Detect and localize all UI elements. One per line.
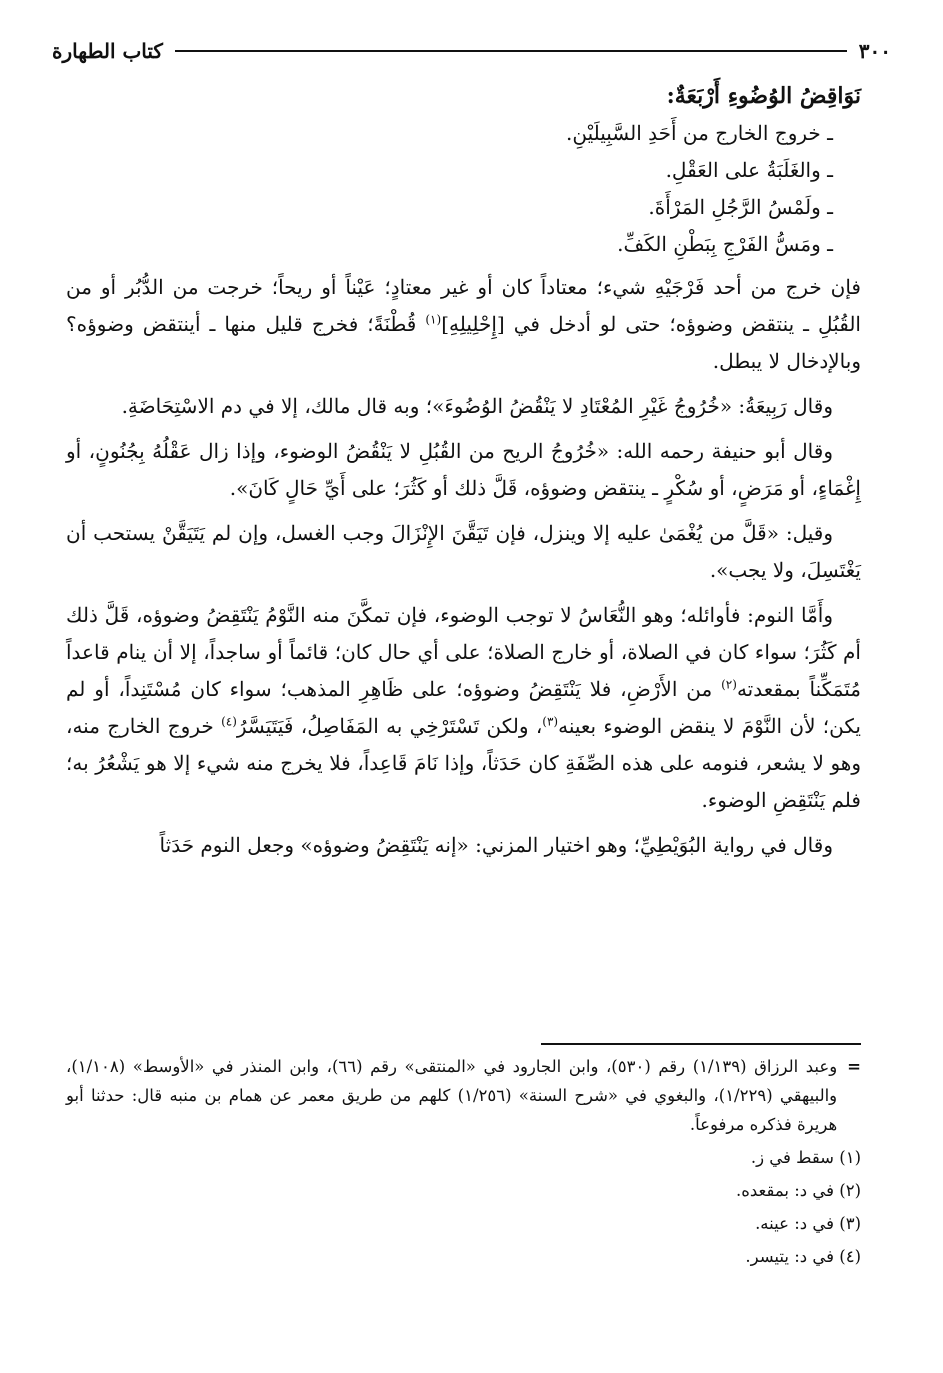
continuation-mark: =: [847, 1057, 861, 1076]
footnote-divider: [541, 1043, 861, 1045]
footnote-continuation-text: وعبد الرزاق (١/١٣٩) رقم (٥٣٠)، وابن الجارود في «المنتقى» رقم (٦٦)، وابن المنذر في «الأوسط» (١/١٠٨)، والبيهقي (١/٢٢٩)، والبغوي في «شرح السنة» (١/٢٥٦) كلهم من طريق معمر عن همام بن منبه قال: حدثنا أبو هريرة فذكره مرفوعاً.: [66, 1057, 838, 1134]
paragraph: [66, 269, 861, 380]
text-segment: وأَمَّا النوم: فأوائله؛ وهو النُّعَاسُ لا توجب الوضوء، فإن تمكَّنَ منه النَّوْمُ يَنْتَقِضُ وضوؤه، قَلَّ ذلك أم كَثُرَ؛ سواء كان في الصلاة، أو خارج الصلاة؛ على أي حال كان؛ قائماً أو ساجداً، إلا أن ينام قاعداً مُتَمَكِّناً بمقعدته: [66, 603, 861, 701]
paragraph: [66, 827, 861, 864]
header-rule: [175, 50, 847, 52]
footnote-item: (٣) في د: عينه.: [755, 1214, 861, 1233]
paragraph: [66, 597, 861, 819]
footnote-ref: (٤): [221, 714, 237, 729]
footnote-item: (٤) في د: يتيسر.: [745, 1247, 861, 1266]
page-number: ٣٠٠: [858, 39, 891, 63]
footnote-item: (٢) في د: بمقعده.: [735, 1181, 861, 1200]
footnote-item: (١) سقط في ز.: [750, 1148, 861, 1167]
footnote-continuation: [66, 1052, 861, 1139]
text-segment: فإن خرج من أحد فَرْجَيْهِ شيء؛ معتاداً كان أو غير معتادٍ؛ عَيْناً أو ريحاً؛ خرجت من الدُّبُر أو من القُبُلِ ـ ينتقض وضوؤه؛ حتى لو أدخل في [إِحْلِيلِهِ]: [66, 275, 861, 336]
text-segment: خروج الخارج منه، وهو لا يشعر، فنومه على هذه الصِّفَةِ كان حَدَثاً، وإذا نَامَ قَاعِداً، فلا يخرج منه شيء إلا هو يَشْعُرُ به؛ فلم يَنْتَقِضِ الوضوء.: [66, 714, 861, 812]
text-segment: وقال أبو حنيفة رحمه الله: «خُرُوجُ الريح من القُبُلِ لا يَنْقُضُ الوضوء، وإذا زال عَقْلُهُ بِجُنُونٍ، أو إِغْمَاءٍ، أو مَرَضٍ، أو سُكْرٍ ـ ينتقض وضوؤه، قَلَّ ذلك أو كَثُرَ؛ على أَيِّ حَالٍ كَانَ».: [66, 439, 861, 500]
page-header: [52, 34, 891, 68]
nullifiers-list: [66, 115, 833, 263]
text-segment: وقال رَبِيعَةُ: «خُرُوجُ غَيْرِ المُعْتَادِ لا يَنْقُضُ الوُضُوءَ»؛ وبه قال مالك، إلا في دم الاسْتِحَاضَةِ.: [121, 394, 833, 418]
list-item: ـ خروج الخارج من أَحَدِ السَّبِيلَيْنِ.: [566, 121, 833, 145]
paragraph: [66, 515, 861, 589]
main-text: [66, 78, 861, 872]
text-segment: وقال في رواية البُوَيْطِيِّ؛ وهو اختيار المزني: «إنه يَنْتَقِضُ وضوؤه» وجعل النوم حَدَثاً: [159, 833, 833, 857]
paragraph: [66, 433, 861, 507]
footnotes: [66, 1052, 861, 1275]
text-segment: من الأَرْضِ، فلا يَنْتَقِضُ وضوؤه؛ على ظَاهِرِ المذهب؛ سواء كان مُسْتَنِداً، أو لم يكن؛ لأن النَّوْمَ لا ينقض الوضوء بعينه: [66, 677, 862, 738]
list-item: ـ ولَمْسُ الرَّجُلِ المَرْأَةَ.: [648, 195, 833, 219]
footnote-ref: (١): [425, 312, 442, 327]
footnote-ref: (٣): [542, 714, 559, 729]
book-title: كتاب الطهارة: [52, 39, 163, 63]
footnote-ref: (٢): [721, 677, 737, 692]
list-item: ـ والغَلَبَةُ على العَقْلِ.: [665, 158, 833, 182]
text-segment: وقيل: «قَلَّ من يُغْمَىٰ عليه إلا وينزل، فإن تَيَقَّنَ الإِنْزَالَ وجب الغسل، وإن لم يَتَيَقَّنْ يستحب أن يَغْتَسِلَ، ولا يجب».: [66, 521, 861, 582]
text-segment: قُطْنَةً؛ فخرج قليل منها ـ أينتقض وضوؤه؟ وبالإدخال لا يبطل.: [66, 312, 861, 373]
section-heading: نَوَاقِضُ الوُضُوءِ أَرْبَعَةٌ:: [666, 83, 861, 109]
paragraph: [66, 388, 861, 425]
list-item: ـ ومَسُّ الفَرْجِ بِبَطْنِ الكَفِّ.: [617, 232, 833, 256]
text-segment: ، ولكن تَسْتَرْخِي به المَفَاصِلُ، فَيَتَيَسَّرُ: [236, 714, 543, 738]
